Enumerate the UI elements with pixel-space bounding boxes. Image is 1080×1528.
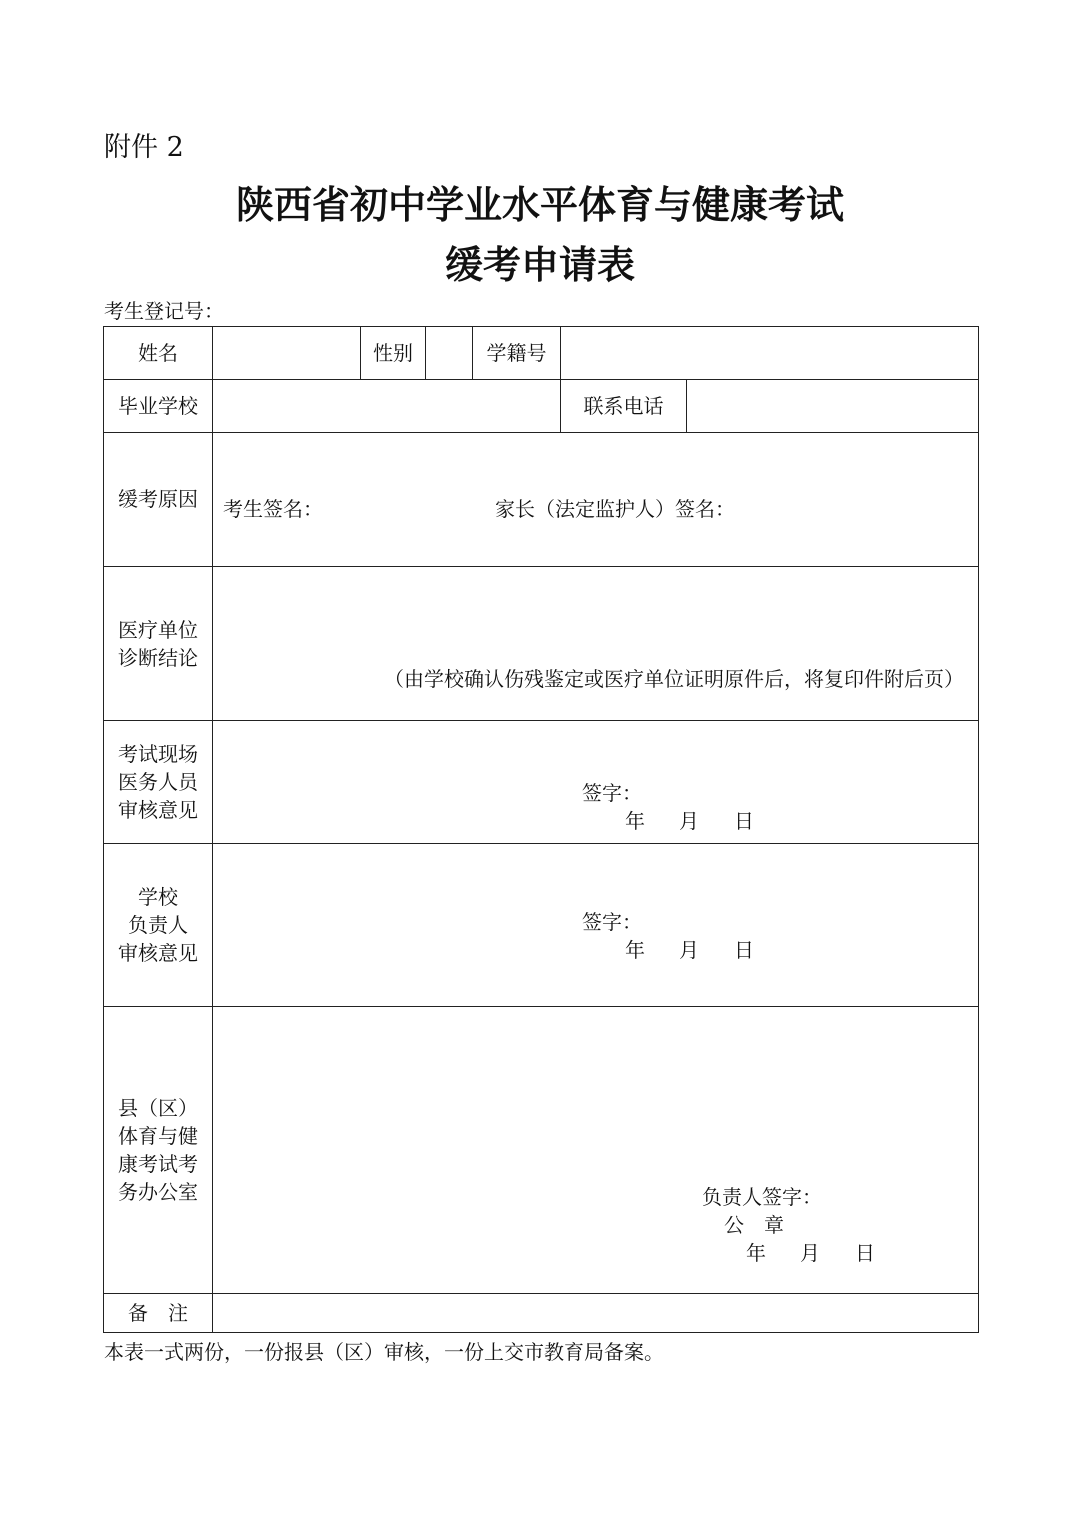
onsite-medical-review-field[interactable] — [213, 721, 979, 844]
county-label-line-2: 体育与健 — [118, 1124, 198, 1148]
onsite-year-label: 年 — [625, 809, 645, 833]
student-id-field[interactable] — [561, 327, 979, 380]
school-head-label-line-3: 审核意见 — [118, 941, 198, 965]
student-id-label: 学籍号 — [473, 327, 561, 380]
county-month-label: 月 — [800, 1241, 820, 1265]
school-head-sign-label: 签字： — [582, 910, 642, 934]
official-seal-label: 公 章 — [724, 1213, 784, 1237]
remarks-label: 备 注 — [104, 1294, 213, 1333]
school-head-label-line-1: 学校 — [138, 885, 178, 909]
medical-diagnosis-label — [104, 567, 213, 721]
onsite-label-line-3: 审核意见 — [118, 798, 198, 822]
school-field[interactable] — [213, 380, 561, 433]
medical-label-line-2: 诊断结论 — [118, 645, 198, 670]
onsite-label-line-1: 考试现场 — [118, 742, 198, 766]
county-label-line-3: 康考试考 — [118, 1152, 198, 1176]
remarks-field[interactable] — [213, 1294, 979, 1333]
county-year-label: 年 — [746, 1241, 766, 1265]
onsite-label-line-2: 医务人员 — [118, 770, 198, 794]
medical-diagnosis-field[interactable] — [213, 567, 979, 721]
name-label: 姓名 — [104, 327, 213, 380]
county-day-label: 日 — [855, 1241, 875, 1265]
onsite-month-label: 月 — [679, 809, 699, 833]
application-form-table — [103, 326, 979, 1333]
medical-note: （由学校确认伤残鉴定或医疗单位证明原件后，将复印件附后页） — [384, 667, 964, 691]
school-head-year-label: 年 — [625, 938, 645, 962]
registration-number-label: 考生登记号： — [104, 299, 224, 323]
county-exam-office-field[interactable] — [213, 1007, 979, 1294]
onsite-day-label: 日 — [734, 809, 754, 833]
footer-note: 本表一式两份，一份报县（区）审核，一份上交市教育局备案。 — [104, 1340, 664, 1364]
page-title: 陕西省初中学业水平体育与健康考试 — [235, 183, 844, 227]
county-exam-office-label — [104, 1007, 213, 1294]
school-head-review-label — [104, 844, 213, 1007]
parent-signature-label: 家长（法定监护人）签名： — [495, 497, 735, 521]
page-subtitle: 缓考申请表 — [444, 243, 635, 287]
school-label: 毕业学校 — [104, 380, 213, 433]
phone-field[interactable] — [687, 380, 979, 433]
school-head-label-line-2: 负责人 — [128, 913, 188, 937]
reason-label: 缓考原因 — [104, 433, 213, 567]
name-field[interactable] — [213, 327, 361, 380]
school-head-review-field[interactable] — [213, 844, 979, 1007]
onsite-medical-review-label — [104, 721, 213, 844]
reason-field[interactable] — [213, 433, 979, 567]
medical-label-line-1: 医疗单位 — [118, 617, 198, 642]
gender-label: 性别 — [361, 327, 426, 380]
school-head-month-label: 月 — [679, 938, 699, 962]
attachment-label: 附件 2 — [104, 132, 184, 163]
school-head-day-label: 日 — [734, 938, 754, 962]
phone-label: 联系电话 — [561, 380, 687, 433]
county-label-line-4: 务办公室 — [118, 1180, 198, 1204]
gender-field[interactable] — [426, 327, 473, 380]
onsite-sign-label: 签字： — [582, 781, 642, 805]
student-signature-label: 考生签名： — [223, 497, 323, 521]
head-signature-label: 负责人签字： — [702, 1185, 822, 1209]
county-label-line-1: 县（区） — [118, 1096, 198, 1120]
